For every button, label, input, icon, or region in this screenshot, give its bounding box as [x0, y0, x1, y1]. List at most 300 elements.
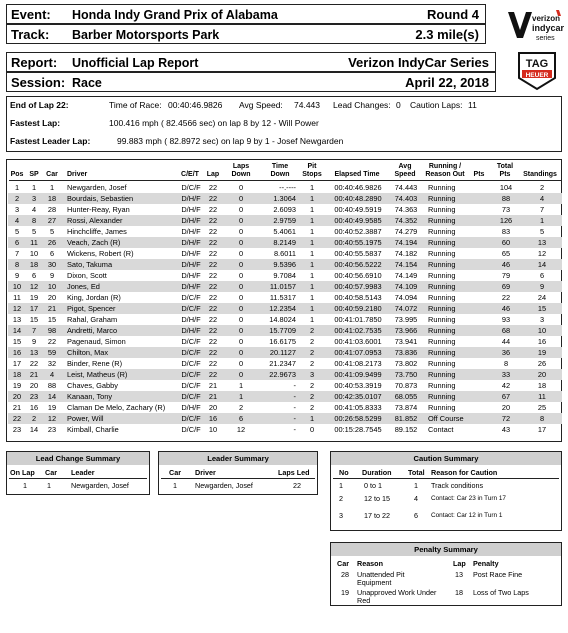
col-total-1: Total: [496, 163, 514, 170]
cell-tot: 68: [501, 326, 511, 335]
col-car: Car: [46, 171, 58, 178]
avg-speed-value: 74.443: [294, 100, 320, 110]
cell-car: 23: [47, 425, 57, 434]
col-laps-down-1: Laps: [232, 163, 250, 170]
cell-tot: 33: [501, 370, 511, 379]
cell-elapsed: 00:41:02.7535: [334, 326, 382, 335]
cell-driver: Hinchcliffe, James: [67, 227, 127, 236]
cell-car: 27: [47, 216, 57, 225]
cell-ld: 0: [238, 183, 244, 192]
caution-no: 3: [339, 511, 343, 520]
cell-car: 14: [47, 392, 57, 401]
cell-run: Running: [428, 249, 456, 258]
cell-tot: 73: [501, 205, 511, 214]
lead-change-summary: [6, 451, 150, 495]
col-laps-down: [227, 163, 255, 179]
leader-col-car: Car: [169, 468, 181, 477]
cell-pit: 1: [309, 293, 315, 302]
cell-lap: 10: [208, 425, 218, 434]
caution-summary: [330, 451, 562, 531]
table-row: [8, 215, 562, 226]
caution-duration: 17 to 22: [364, 511, 390, 520]
logo-verizon-text: verizon: [532, 14, 561, 23]
cell-driver: King, Jordan (R): [67, 293, 121, 302]
table-row: [8, 314, 562, 325]
cell-elapsed: 00:40:46.9826: [334, 183, 382, 192]
penalty-reason-2: Equipment: [357, 578, 392, 587]
cell-tot: 44: [501, 337, 511, 346]
cell-sp: 14: [29, 425, 39, 434]
fastest-lap-value: 100.416 mph ( 82.4566 sec) on lap 8 by 12 - Will Power: [109, 118, 319, 128]
session-value: Race: [72, 76, 102, 90]
cell-st: 14: [537, 260, 547, 269]
penalty-lap: 13: [455, 570, 463, 579]
penalty-reason-2: Red: [357, 596, 371, 605]
cell-car: 98: [47, 326, 57, 335]
avg-speed-label: Avg Speed:: [239, 100, 283, 110]
report-header: [6, 4, 562, 88]
cell-run: Running: [428, 370, 456, 379]
cell-cet: D/H/F: [181, 315, 201, 324]
cell-pit: 1: [309, 414, 315, 423]
cell-elapsed: 00:41:08.2173: [334, 359, 382, 368]
cell-pos: 1: [14, 183, 20, 192]
cell-sp: 6: [31, 271, 37, 280]
cell-pos: 10: [12, 282, 22, 291]
cell-tot: 72: [501, 414, 511, 423]
cell-td: 8.2149: [273, 238, 296, 247]
cell-cet: D/H/F: [181, 271, 201, 280]
cell-st: 4: [539, 194, 545, 203]
penalty-reason-1: Unapproved Work Under: [357, 588, 437, 597]
logo-tag-text: TAG: [525, 58, 549, 70]
verizon-indycar-logo: [506, 8, 564, 44]
cell-ld: 12: [236, 425, 246, 434]
header-divider: [9, 180, 561, 181]
cell-car: 5: [49, 227, 55, 236]
cell-run: Running: [428, 315, 456, 324]
cell-driver: Binder, Rene (R): [67, 359, 123, 368]
caution-reason: Contact: Car 12 in Turn 1: [431, 512, 503, 519]
cell-avg: 74.194: [394, 238, 418, 247]
table-row: [8, 259, 562, 270]
cell-run: Running: [428, 238, 456, 247]
cell-car: 19: [47, 403, 57, 412]
cell-cet: D/C/F: [181, 293, 201, 302]
cell-avg: 73.874: [394, 403, 418, 412]
cell-lap: 22: [208, 216, 218, 225]
cell-sp: 7: [31, 326, 37, 335]
cell-sp: 17: [29, 304, 39, 313]
cell-run: Running: [428, 337, 456, 346]
cell-run: Running: [428, 359, 456, 368]
cell-lap: 22: [208, 348, 218, 357]
cell-sp: 1: [31, 183, 37, 192]
cell-car: 9: [49, 271, 55, 280]
cell-elapsed: 00:41:09.9499: [334, 370, 382, 379]
caution-no: 2: [339, 494, 343, 503]
cell-st: 18: [537, 381, 547, 390]
cell-run: Contact: [428, 425, 454, 434]
cell-driver: Andretti, Marco: [67, 326, 118, 335]
col-running-1: Running /: [428, 163, 462, 170]
cell-pit: 1: [309, 238, 315, 247]
cell-driver: Pigot, Spencer: [67, 304, 116, 313]
cell-pit: 1: [309, 194, 315, 203]
cell-pos: 15: [12, 337, 22, 346]
penalty-col-reason: Reason: [357, 559, 383, 568]
cell-st: 24: [537, 293, 547, 302]
cell-pos: 13: [12, 315, 22, 324]
cell-pos: 7: [14, 249, 20, 258]
cell-tot: 104: [499, 183, 513, 192]
cell-st: 6: [539, 271, 545, 280]
caution-col-duration: Duration: [362, 468, 392, 477]
leader-col-laps-led: Laps Led: [278, 468, 310, 477]
cell-driver: Bourdais, Sebastien: [67, 194, 134, 203]
cell-cet: D/H/F: [181, 282, 201, 291]
cell-cet: D/C/F: [181, 348, 201, 357]
cell-td: -: [293, 403, 296, 412]
cell-td: 8.6011: [273, 249, 296, 258]
penalty-reason-1: Unattended Pit: [357, 570, 405, 579]
cell-pos: 20: [12, 392, 22, 401]
cell-pos: 9: [14, 271, 20, 280]
col-time-down-1: Time: [271, 163, 289, 170]
table-row: [8, 303, 562, 314]
cell-pit: 2: [309, 337, 315, 346]
cell-elapsed: 00:40:55.5837: [334, 249, 382, 258]
logo-series-text: series: [536, 35, 555, 42]
cell-elapsed: 00:41:07.0953: [334, 348, 382, 357]
cell-td: 14.8024: [269, 315, 296, 324]
cell-st: 13: [537, 238, 547, 247]
event-value: Honda Indy Grand Prix of Alabama: [72, 8, 278, 22]
cell-st: 1: [539, 216, 545, 225]
cell-st: 25: [537, 403, 547, 412]
cell-cet: D/H/F: [181, 227, 201, 236]
logo-indycar-text: indycar: [532, 23, 564, 33]
cell-car: 22: [47, 337, 57, 346]
cell-avg: 74.182: [394, 249, 418, 258]
cell-ld: 0: [238, 227, 244, 236]
cell-car: 32: [47, 359, 57, 368]
cell-td: 2.6093: [273, 205, 296, 214]
table-row: [8, 270, 562, 281]
cell-cet: D/H/F: [181, 238, 201, 247]
cell-driver: Kimball, Charlie: [67, 425, 119, 434]
col-sp: SP: [29, 171, 39, 178]
cell-sp: 10: [29, 249, 39, 258]
cell-lap: 22: [208, 282, 218, 291]
cell-run: Running: [428, 260, 456, 269]
cell-sp: 20: [29, 381, 39, 390]
track-value: Barber Motorsports Park: [72, 28, 220, 42]
cell-st: 11: [538, 392, 546, 401]
cell-sp: 13: [29, 348, 39, 357]
col-running-2: Reason Out: [425, 171, 465, 178]
cell-lap: 22: [208, 271, 218, 280]
session-row: [6, 72, 496, 92]
cell-elapsed: 00:41:01.7850: [334, 315, 382, 324]
cell-avg: 73.836: [394, 348, 418, 357]
cell-ld: 0: [238, 304, 244, 313]
cell-tot: 20: [501, 403, 511, 412]
penalty-col-car: Car: [337, 559, 349, 568]
cell-pos: 14: [12, 326, 22, 335]
cell-run: Running: [428, 348, 456, 357]
cell-avg: 73.995: [394, 315, 418, 324]
cell-lap: 22: [208, 359, 218, 368]
cell-cet: D/H/F: [181, 260, 201, 269]
time-of-race-value: 00:40:46.9826: [168, 100, 223, 110]
cell-cet: D/C/F: [181, 359, 201, 368]
cell-sp: 23: [29, 392, 39, 401]
cell-cet: D/H/F: [181, 205, 201, 214]
cell-sp: 9: [31, 337, 37, 346]
cell-driver: Leist, Matheus (R): [67, 370, 128, 379]
leader-car: 1: [173, 481, 177, 490]
cell-td: 11.0157: [269, 282, 296, 291]
cell-cet: D/C/F: [181, 304, 201, 313]
cell-tot: 36: [501, 348, 511, 357]
cell-tot: 126: [499, 216, 513, 225]
cell-car: 59: [47, 348, 57, 357]
cell-tot: 60: [501, 238, 511, 247]
table-row: [8, 413, 562, 424]
cell-car: 88: [47, 381, 57, 390]
cell-elapsed: 00:41:05.8333: [334, 403, 382, 412]
penalty-col-lap: Lap: [453, 559, 466, 568]
cell-lap: 16: [208, 414, 218, 423]
cell-elapsed: 00:15:28.7545: [334, 425, 382, 434]
session-label: Session:: [11, 75, 66, 90]
event-label: Event:: [11, 7, 51, 22]
penalty-title: Penalty Summary: [331, 543, 561, 556]
cell-tot: 43: [501, 425, 511, 434]
cell-car: 21: [47, 304, 57, 313]
cell-avg: 74.149: [394, 271, 418, 280]
cell-tot: 22: [501, 293, 511, 302]
cell-sp: 5: [31, 227, 37, 236]
col-driver: Driver: [67, 171, 88, 178]
cell-td: -: [293, 414, 296, 423]
cell-td: 11.5317: [269, 293, 296, 302]
cell-tot: 93: [501, 315, 511, 324]
cell-tot: 88: [501, 194, 511, 203]
lead-change-col-car: Car: [45, 468, 57, 477]
cell-run: Running: [428, 392, 456, 401]
cell-st: 20: [537, 370, 547, 379]
cell-cet: D/C/F: [181, 392, 201, 401]
time-of-race-label: Time of Race:: [109, 100, 162, 110]
col-total: [493, 163, 517, 179]
cell-run: Running: [428, 326, 456, 335]
cell-car: 30: [47, 260, 57, 269]
cell-avg: 74.403: [394, 194, 418, 203]
cell-cet: D/C/F: [181, 425, 201, 434]
col-pit-2: Stops: [302, 171, 322, 178]
cell-elapsed: 00:40:49.9585: [334, 216, 382, 225]
report-row: [6, 52, 496, 72]
cell-elapsed: 00:40:56.6910: [334, 271, 382, 280]
cell-run: Running: [428, 282, 456, 291]
cell-pit: 1: [309, 282, 315, 291]
cell-lap: 22: [208, 194, 218, 203]
cell-st: 5: [539, 227, 545, 236]
cell-cet: D/H/F: [181, 403, 201, 412]
cell-avg: 74.443: [394, 183, 418, 192]
cell-car: 15: [47, 315, 57, 324]
cell-elapsed: 00:41:03.6001: [334, 337, 382, 346]
cell-elapsed: 00:26:58.5299: [334, 414, 382, 423]
cell-avg: 74.109: [394, 282, 418, 291]
leader-driver: Newgarden, Josef: [195, 481, 253, 490]
cell-ld: 0: [238, 293, 244, 302]
cell-st: 8: [539, 414, 545, 423]
cell-pos: 6: [14, 238, 20, 247]
col-avg-1: Avg: [398, 163, 412, 170]
cell-lap: 22: [208, 304, 218, 313]
cell-elapsed: 00:40:52.3887: [334, 227, 382, 236]
cell-avg: 73.966: [394, 326, 418, 335]
col-pts: Pts: [473, 171, 485, 178]
cell-run: Running: [428, 227, 456, 236]
cell-tot: 83: [501, 227, 511, 236]
cell-elapsed: 00:42:35.0107: [334, 392, 382, 401]
table-row: [8, 226, 562, 237]
caution-total: 6: [414, 511, 418, 520]
table-row: [8, 358, 562, 369]
cell-td: 20.1127: [269, 348, 296, 357]
cell-ld: 2: [238, 403, 244, 412]
cell-car: 1: [49, 183, 55, 192]
series-name: Verizon IndyCar Series: [348, 55, 489, 70]
penalty-penalty: Post Race Fine: [473, 570, 523, 579]
table-row: [8, 402, 562, 413]
cell-pit: 1: [309, 249, 315, 258]
table-row: [8, 193, 562, 204]
race-date: April 22, 2018: [405, 75, 489, 90]
cell-td: 16.6175: [269, 337, 296, 346]
cell-lap: 22: [208, 205, 218, 214]
race-summary: [6, 96, 562, 152]
cell-sp: 12: [29, 282, 39, 291]
lead-changes-label: Lead Changes:: [333, 100, 391, 110]
cell-avg: 74.094: [394, 293, 418, 302]
cell-td: --.----: [279, 183, 296, 192]
cell-pos: 4: [14, 216, 20, 225]
cell-pit: 1: [309, 304, 315, 313]
table-row: [8, 281, 562, 292]
cell-sp: 18: [29, 260, 39, 269]
col-laps-down-2: Down: [231, 171, 251, 178]
penalty-car: 19: [341, 588, 349, 597]
cell-tot: 46: [501, 304, 511, 313]
logo-heuer-text: HEUER: [525, 72, 549, 79]
cell-cet: D/C/F: [181, 370, 201, 379]
cell-driver: Wickens, Robert (R): [67, 249, 134, 258]
cell-sp: 19: [29, 293, 39, 302]
table-row: [8, 325, 562, 336]
cell-td: 21.2347: [269, 359, 296, 368]
cell-run: Running: [428, 194, 456, 203]
cell-run: Running: [428, 381, 456, 390]
cell-pit: 2: [309, 348, 315, 357]
table-row: [8, 336, 562, 347]
cell-driver: Sato, Takuma: [67, 260, 113, 269]
cell-avg: 73.802: [394, 359, 418, 368]
cell-st: 15: [537, 304, 547, 313]
caution-col-reason: Reason for Caution: [431, 468, 498, 477]
cell-driver: Chaves, Gabby: [67, 381, 118, 390]
lead-change-divider: [9, 478, 147, 479]
col-standings: Standings: [523, 171, 557, 178]
cell-car: 6: [49, 249, 55, 258]
cell-cet: D/H/F: [181, 194, 201, 203]
cell-ld: 0: [238, 282, 244, 291]
cell-ld: 1: [238, 392, 244, 401]
cell-st: 17: [537, 425, 547, 434]
table-row: [8, 248, 562, 259]
caution-total: 4: [414, 494, 418, 503]
cell-pit: 0: [309, 425, 315, 434]
cell-pos: 3: [14, 205, 20, 214]
cell-pos: 16: [12, 348, 22, 357]
cell-cet: D/C/F: [181, 381, 201, 390]
cell-avg: 74.352: [394, 216, 418, 225]
cell-run: Running: [428, 183, 456, 192]
cell-elapsed: 00:40:58.5143: [334, 293, 382, 302]
cell-pit: 2: [309, 403, 315, 412]
penalty-lap: 18: [455, 588, 463, 597]
cell-car: 18: [47, 194, 57, 203]
cell-avg: 70.873: [394, 381, 418, 390]
table-row: [8, 391, 562, 402]
cell-td: -: [293, 381, 296, 390]
cell-run: Running: [428, 403, 456, 412]
cell-td: 2.9759: [273, 216, 296, 225]
cell-ld: 0: [238, 348, 244, 357]
table-row: [8, 369, 562, 380]
col-avg-2: Speed: [394, 171, 416, 178]
cell-lap: 20: [208, 403, 218, 412]
cell-tot: 69: [501, 282, 511, 291]
cell-sp: 11: [30, 238, 38, 247]
cell-sp: 2: [31, 414, 37, 423]
round: Round 4: [427, 7, 479, 22]
table-row: [8, 204, 562, 215]
cell-run: Running: [428, 271, 456, 280]
cell-pos: 22: [12, 414, 22, 423]
cell-driver: Rahal, Graham: [67, 315, 118, 324]
track-label: Track:: [11, 27, 50, 42]
cell-avg: 73.750: [394, 370, 418, 379]
cell-elapsed: 00:40:57.9983: [334, 282, 382, 291]
cell-driver: Claman De Melo, Zachary (R): [67, 403, 166, 412]
table-row: [8, 237, 562, 248]
caution-col-no: No: [339, 468, 349, 477]
cell-pos: 5: [14, 227, 20, 236]
penalty-col-penalty: Penalty: [473, 559, 499, 568]
caution-title: Caution Summary: [331, 452, 561, 465]
cell-cet: D/C/F: [181, 337, 201, 346]
cell-td: -: [293, 392, 296, 401]
cell-driver: Dixon, Scott: [67, 271, 107, 280]
cell-ld: 0: [238, 315, 244, 324]
col-running: [422, 163, 468, 179]
leader-divider: [161, 478, 315, 479]
